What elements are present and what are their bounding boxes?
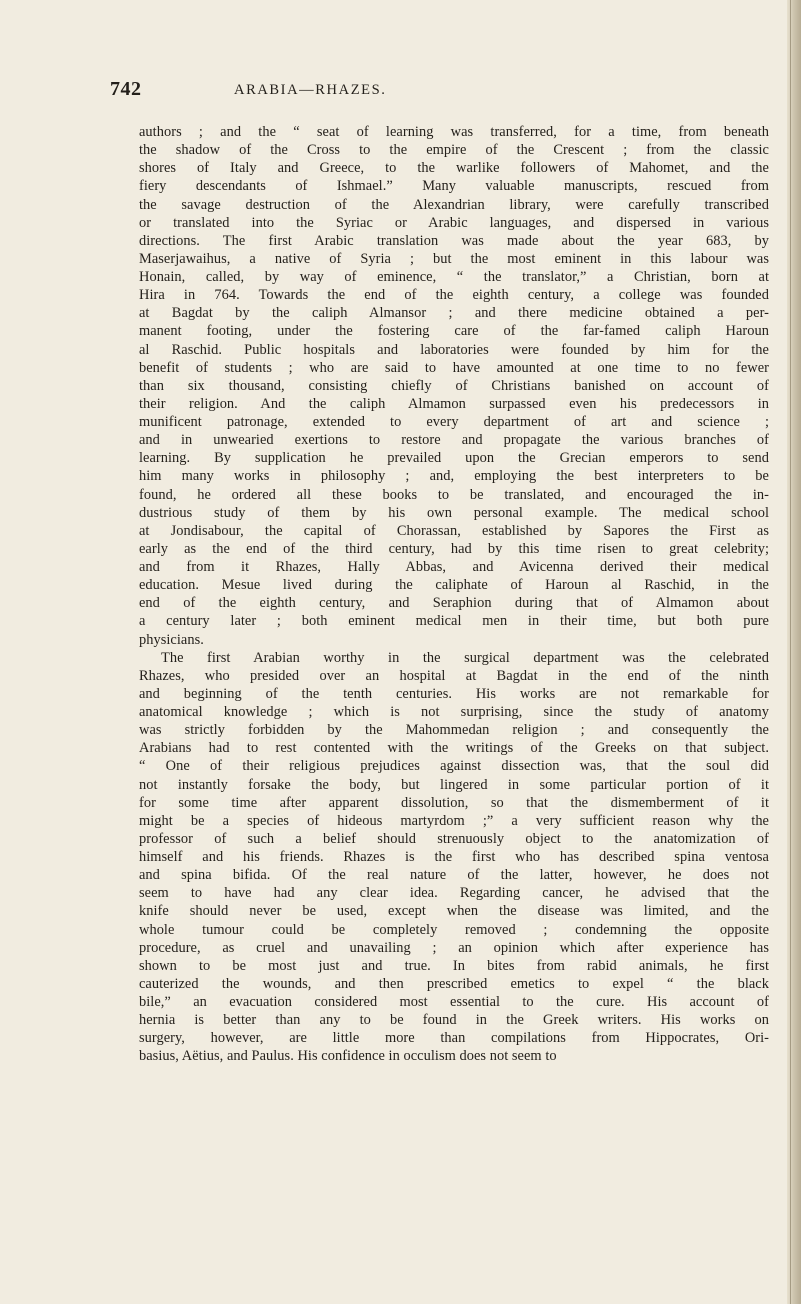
text-line: shores of Italy and Greece, to the warlike followers of Mahomet, and the xyxy=(139,160,769,177)
text-line: whole tumour could be completely removed ; condemning the opposite xyxy=(139,921,769,938)
text-line: or translated into the Syriac or Arabic languages, and dispersed in various xyxy=(139,214,769,231)
text-line: for some time after apparent dissolution, so that the dismemberment of it xyxy=(139,794,769,811)
text-line: knife should never be used, except when the disease was limited, and the xyxy=(139,903,769,920)
text-line: professor of such a belief should strenuously object to the anatomization of xyxy=(139,830,769,847)
text-line: shown to be most just and true. In bites from rabid animals, he first xyxy=(139,957,769,974)
text-line: al Raschid. Public hospitals and laboratories were founded by him for the xyxy=(139,341,769,358)
page-edge-line xyxy=(790,0,791,1304)
text-line: found, he ordered all these books to be translated, and encouraged the in- xyxy=(139,486,769,503)
running-title: ARABIA—RHAZES. xyxy=(234,82,387,98)
text-line: Honain, called, by way of eminence, “ the translator,” a Christian, born at xyxy=(139,269,769,285)
text-line: and beginning of the tenth centuries. His works are not remarkable for xyxy=(139,685,769,702)
text-line: fiery descendants of Ishmael.” Many valuable manuscripts, rescued from xyxy=(139,178,769,195)
text-line: education. Mesue lived during the caliphate of Haroun al Raschid, in the xyxy=(139,577,769,594)
text-line: Rhazes, who presided over an hospital at Bagdat in the end of the ninth xyxy=(139,667,769,684)
text-line: Arabians had to rest contented with the writings of the Greeks on that subject. xyxy=(139,740,769,757)
text-line: their religion. And the caliph Almamon surpassed even his predecessors in xyxy=(139,395,769,412)
text-line: and from it Rhazes, Hally Abbas, and Avicenna derived their medical xyxy=(139,559,769,575)
text-line: early as the end of the third century, had by this time risen to great celebrity; xyxy=(139,540,769,557)
text-line: manent footing, under the fostering care of the far-famed caliph Haroun xyxy=(139,323,769,340)
text-line: cauterized the wounds, and then prescribed emetics to expel “ the black xyxy=(139,975,769,992)
text-line: learning. By supplication he prevailed upon the Grecian emperors to send xyxy=(139,450,769,467)
text-line: bile,” an evacuation considered most essential to the cure. His account of xyxy=(139,994,769,1010)
text-line: than six thousand, consisting chiefly of Christians banished on account of xyxy=(139,377,769,394)
text-line: munificent patronage, extended to every department of art and science ; xyxy=(139,414,769,430)
text-line: and spina bifida. Of the real nature of the latter, however, he does not xyxy=(139,867,769,884)
text-line: a century later ; both eminent medical men in their time, but both pure xyxy=(139,613,769,630)
text-line: the savage destruction of the Alexandrian library, were carefully transcribed xyxy=(139,196,769,213)
text-line: at Jondisabour, the capital of Chorassan, established by Sapores the First as xyxy=(139,522,769,539)
text-line: physicians. xyxy=(139,631,204,648)
text-line: authors ; and the “ seat of learning was transferred, for a time, from beneath xyxy=(139,124,769,140)
text-line: The first Arabian worthy in the surgical department was the celebrated xyxy=(161,649,769,666)
text-line: surgery, however, are little more than compilations from Hippocrates, Ori- xyxy=(139,1030,769,1047)
text-line: him many works in philosophy ; and, employing the best interpreters to be xyxy=(139,468,769,485)
text-line: end of the eighth century, and Seraphion during that of Almamon about xyxy=(139,595,769,612)
text-line: might be a species of hideous martyrdom ;” a very sufficient reason why the xyxy=(139,812,769,829)
text-line: directions. The first Arabic translation was made about the year 683, by xyxy=(139,232,769,249)
text-line: at Bagdat by the caliph Almansor ; and there medicine obtained a per- xyxy=(139,305,769,322)
text-line: benefit of students ; who are said to have amounted at one time to no fewer xyxy=(139,359,769,376)
text-line: seem to have had any clear idea. Regarding cancer, he advised that the xyxy=(139,885,769,902)
text-line: Maserjawaihus, a native of Syria ; but the most eminent in this labour was xyxy=(139,250,769,267)
text-line: was strictly forbidden by the Mahommedan religion ; and consequently the xyxy=(139,722,769,739)
text-line: himself and his friends. Rhazes is the first who has described spina ventosa xyxy=(139,849,769,865)
text-line: Hira in 764. Towards the end of the eighth century, a college was founded xyxy=(139,287,769,304)
running-head xyxy=(110,78,790,102)
text-line: and in unwearied exertions to restore and propagate the various branches of xyxy=(139,432,769,449)
text-line: basius, Aëtius, and Paulus. His confidence in occulism does not seem to xyxy=(139,1048,557,1065)
page-number: 742 xyxy=(110,78,142,100)
body-text xyxy=(139,123,769,1066)
text-line: not instantly forsake the body, but lingered in some particular portion of it xyxy=(139,776,769,793)
text-line: procedure, as cruel and unavailing ; an opinion which after experience has xyxy=(139,939,769,956)
text-line: “ One of their religious prejudices against dissection was, that the soul did xyxy=(139,758,769,775)
text-line: anatomical knowledge ; which is not surprising, since the study of anatomy xyxy=(139,704,769,720)
text-line: dustrious study of them by his own personal example. The medical school xyxy=(139,504,769,521)
text-line: hernia is better than any to be found in the Greek writers. His works on xyxy=(139,1012,769,1029)
text-line: the shadow of the Cross to the empire of the Crescent ; from the classic xyxy=(139,142,769,159)
